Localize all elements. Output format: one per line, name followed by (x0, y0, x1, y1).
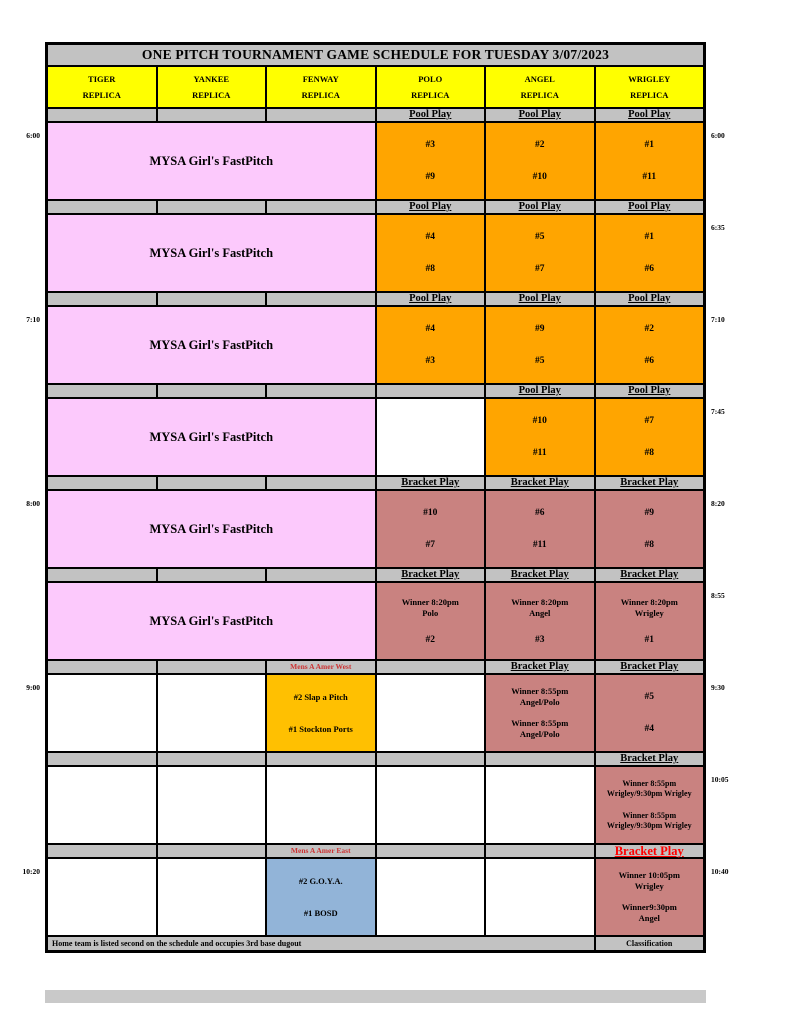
subheader-b2-angel: Pool Play (486, 293, 594, 305)
game-cell-930-yankee-empty (158, 675, 266, 751)
game-cell-600-wrigley: #1 #11 (596, 123, 704, 199)
subheader-b4-yankee (158, 477, 266, 489)
subheader-b4-angel: Bracket Play (486, 477, 594, 489)
subheader-b8-fenway-mens-east: Mens A Amer East (267, 845, 375, 857)
mysa-cell-745: MYSA Girl's FastPitch (48, 399, 375, 475)
subheader-b4-fenway (267, 477, 375, 489)
subheader-b0-angel: Pool Play (486, 109, 594, 121)
field-type: REPLICA (301, 90, 340, 100)
subheader-b0-yankee (158, 109, 266, 121)
subheader-b0-tiger (48, 109, 156, 121)
time-label-right-745: 7:45 (711, 407, 725, 416)
bottom-strip (45, 990, 706, 1003)
time-label-right-855: 8:55 (711, 591, 725, 600)
time-label-left-900: 9:00 (26, 683, 40, 692)
field-name: FENWAY (302, 74, 339, 84)
subheader-b8-polo (377, 845, 485, 857)
field-name: ANGEL (524, 74, 555, 84)
subheader-b6-polo (377, 661, 485, 673)
subheader-b1-angel: Pool Play (486, 201, 594, 213)
time-label-left-1020: 10:20 (22, 867, 40, 876)
time-label-right-635: 6:35 (711, 223, 725, 232)
subheader-b6-angel: Bracket Play (486, 661, 594, 673)
subheader-b2-yankee (158, 293, 266, 305)
subheader-b2-wrigley: Pool Play (596, 293, 704, 305)
game-cell-710-angel: #9 #5 (486, 307, 594, 383)
game-cell-710-wrigley: #2 #6 (596, 307, 704, 383)
subheader-b3-polo (377, 385, 485, 397)
game-cell-820-wrigley: #9 #8 (596, 491, 704, 567)
game-cell-745-wrigley: #7 #8 (596, 399, 704, 475)
time-label-right-1040: 10:40 (711, 867, 729, 876)
subheader-b1-yankee (158, 201, 266, 213)
game-cell-1040-wrigley: Winner 10:05pm Wrigley Winner9:30pm Angel (596, 859, 704, 935)
column-header-tiger (48, 67, 156, 107)
game-cell-1005-yankee-empty (158, 767, 266, 843)
time-label-left-600: 6:00 (26, 131, 40, 140)
field-name: YANKEE (193, 74, 230, 84)
mysa-cell-855: MYSA Girl's FastPitch (48, 583, 375, 659)
game-cell-1005-angel-empty (486, 767, 594, 843)
column-header-yankee (158, 67, 266, 107)
game-cell-635-angel: #5 #7 (486, 215, 594, 291)
subheader-b5-polo: Bracket Play (377, 569, 485, 581)
time-label-left-710: 7:10 (26, 315, 40, 324)
game-cell-855-wrigley: Winner 8:20pm Wrigley #1 (596, 583, 704, 659)
time-label-right-710: 7:10 (711, 315, 725, 324)
subheader-b4-polo: Bracket Play (377, 477, 485, 489)
subheader-b5-angel: Bracket Play (486, 569, 594, 581)
game-cell-855-angel: Winner 8:20pm Angel #3 (486, 583, 594, 659)
subheader-b6-wrigley: Bracket Play (596, 661, 704, 673)
field-type: REPLICA (520, 90, 559, 100)
game-cell-930-angel: Winner 8:55pm Angel/Polo Winner 8:55pm Angel/Polo (486, 675, 594, 751)
subheader-b3-angel: Pool Play (486, 385, 594, 397)
subheader-b1-tiger (48, 201, 156, 213)
subheader-b8-yankee (158, 845, 266, 857)
game-cell-1005-fenway-empty (267, 767, 375, 843)
field-name: POLO (418, 74, 443, 84)
subheader-b7-tiger (48, 753, 156, 765)
subheader-b7-fenway (267, 753, 375, 765)
game-cell-710-polo: #4 #3 (377, 307, 485, 383)
game-cell-1005-tiger-empty (48, 767, 156, 843)
time-label-right-1005: 10:05 (711, 775, 729, 784)
time-label-right-930: 9:30 (711, 683, 725, 692)
subheader-b8-wrigley-bracket-red: Bracket Play (596, 845, 704, 857)
game-cell-820-polo: #10 #7 (377, 491, 485, 567)
classification-label: Classification (596, 937, 704, 950)
time-label-right-600: 6:00 (711, 131, 725, 140)
game-cell-600-polo: #3 #9 (377, 123, 485, 199)
field-type: REPLICA (630, 90, 669, 100)
game-cell-1040-tiger-empty (48, 859, 156, 935)
page-title: ONE PITCH TOURNAMENT GAME SCHEDULE FOR TUESDAY 3/07/2023 (48, 45, 703, 65)
field-type: REPLICA (192, 90, 231, 100)
subheader-b6-fenway-mens-west: Mens A Amer West (267, 661, 375, 673)
schedule-table (45, 42, 706, 953)
subheader-b1-fenway (267, 201, 375, 213)
subheader-b3-yankee (158, 385, 266, 397)
column-header-fenway (267, 67, 375, 107)
subheader-b3-wrigley: Pool Play (596, 385, 704, 397)
subheader-b5-wrigley: Bracket Play (596, 569, 704, 581)
subheader-b3-fenway (267, 385, 375, 397)
game-cell-930-fenway: #2 Slap a Pitch #1 Stockton Ports (267, 675, 375, 751)
subheader-b7-yankee (158, 753, 266, 765)
subheader-b7-wrigley: Bracket Play (596, 753, 704, 765)
subheader-b7-angel (486, 753, 594, 765)
subheader-b2-fenway (267, 293, 375, 305)
mysa-cell-635: MYSA Girl's FastPitch (48, 215, 375, 291)
game-cell-930-wrigley: #5 #4 (596, 675, 704, 751)
game-cell-745-polo-empty (377, 399, 485, 475)
time-label-left-800: 8:00 (26, 499, 40, 508)
mysa-cell-820: MYSA Girl's FastPitch (48, 491, 375, 567)
subheader-b5-fenway (267, 569, 375, 581)
subheader-b6-yankee (158, 661, 266, 673)
game-cell-635-polo: #4 #8 (377, 215, 485, 291)
subheader-b4-tiger (48, 477, 156, 489)
subheader-b2-tiger (48, 293, 156, 305)
subheader-b0-polo: Pool Play (377, 109, 485, 121)
subheader-b7-polo (377, 753, 485, 765)
subheader-b8-angel (486, 845, 594, 857)
game-cell-745-angel: #10 #11 (486, 399, 594, 475)
field-type: REPLICA (411, 90, 450, 100)
subheader-b1-polo: Pool Play (377, 201, 485, 213)
subheader-b0-wrigley: Pool Play (596, 109, 704, 121)
subheader-b5-tiger (48, 569, 156, 581)
game-cell-1040-yankee-empty (158, 859, 266, 935)
home-team-note: Home team is listed second on the schedule and occupies 3rd base dugout (48, 937, 594, 950)
subheader-b2-polo: Pool Play (377, 293, 485, 305)
subheader-b0-fenway (267, 109, 375, 121)
time-label-right-820: 8:20 (711, 499, 725, 508)
game-cell-600-angel: #2 #10 (486, 123, 594, 199)
field-name: WRIGLEY (628, 74, 671, 84)
game-cell-855-polo: Winner 8:20pm Polo #2 (377, 583, 485, 659)
game-cell-1040-angel-empty (486, 859, 594, 935)
game-cell-1040-fenway: #2 G.O.Y.A. #1 BOSD (267, 859, 375, 935)
game-cell-1005-wrigley: Winner 8:55pm Wrigley/9:30pm Wrigley Winner 8:55pm Wrigley/9:30pm Wrigley (596, 767, 704, 843)
column-header-angel (486, 67, 594, 107)
game-cell-1005-polo-empty (377, 767, 485, 843)
game-cell-820-angel: #6 #11 (486, 491, 594, 567)
mysa-cell-600: MYSA Girl's FastPitch (48, 123, 375, 199)
subheader-b8-tiger (48, 845, 156, 857)
mysa-cell-710: MYSA Girl's FastPitch (48, 307, 375, 383)
game-cell-635-wrigley: #1 #6 (596, 215, 704, 291)
field-name: TIGER (88, 74, 116, 84)
game-cell-1040-polo-empty (377, 859, 485, 935)
subheader-b6-tiger (48, 661, 156, 673)
game-cell-930-polo-empty (377, 675, 485, 751)
field-type: REPLICA (82, 90, 121, 100)
column-header-wrigley (596, 67, 704, 107)
subheader-b5-yankee (158, 569, 266, 581)
subheader-b4-wrigley: Bracket Play (596, 477, 704, 489)
game-cell-930-tiger-empty (48, 675, 156, 751)
subheader-b3-tiger (48, 385, 156, 397)
column-header-polo (377, 67, 485, 107)
subheader-b1-wrigley: Pool Play (596, 201, 704, 213)
